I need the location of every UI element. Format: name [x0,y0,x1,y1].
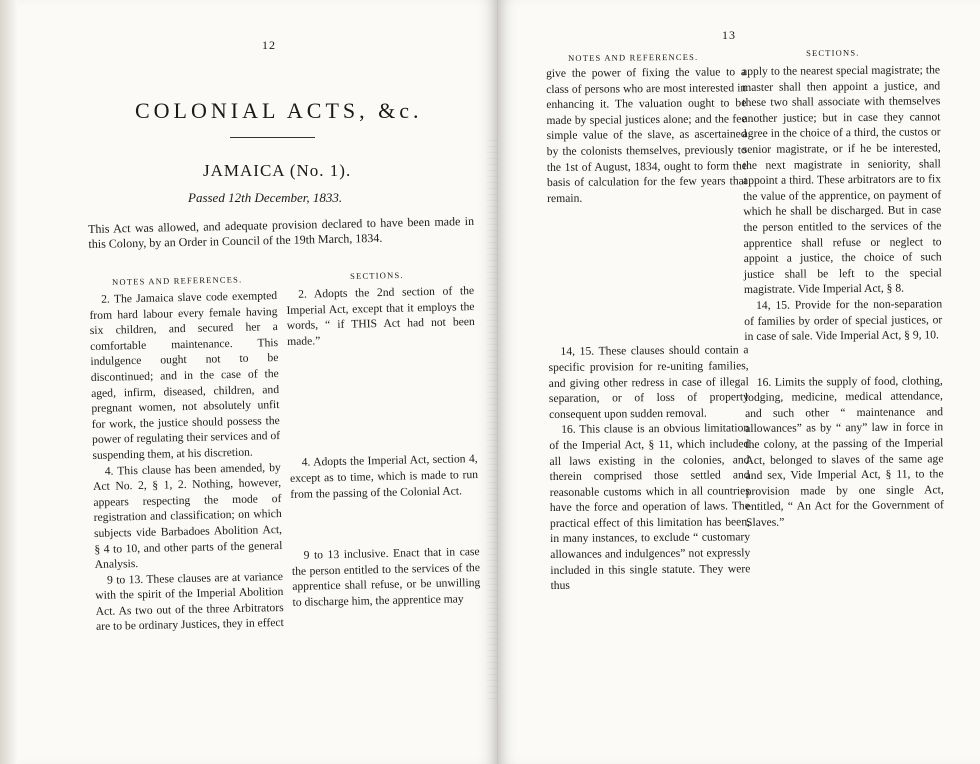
page-number: 13 [722,28,736,42]
note-paragraph: 14, 15. These clauses should contain a specific provision for re-uniting families, and giving other redress in case of illegal separation, or of loss of property consequent upon sudden removal. [548,343,749,421]
sections-column [742,62,944,530]
note-paragraph: 2. The Jamaica slave code exempted from hard labour every female having six children, and secured her a comfortable maintenance. This indulgence ought not to be discontinued; and in the case of the aged, infirm, diseased, children, and pregnant women, not absolutely unfit for work, the justice should possess the power of regulating their services and of suspending them, at his discretion. [89,289,281,462]
section-paragraph: 14, 15. Provide for the non-separation of families by order of special justices, or in case of sale. Vide Imperial Act, § 9, 10. [744,297,943,344]
section-paragraph: apply to the nearest special magistrate; the master shall then appoint a justice, and these two shall associate with themselves another justice; but in case they cannot agree in the choice of a third, the custos or senior magistrate, or if he be interested, the next magistrate in seniority, shall appoint a third. These arbitrators are to fix the value of the apprentice, on payment of which he shall be discharged. But in case the person entitled to the services of the apprentice shall refuse or neglect to appoint a justice, the choice of such justice shall be left to the special magistrate. Vide Imperial Act, § 8. [742,63,942,297]
section-paragraph: 4. Adopts the Imperial Act, section 4, except as to time, which is made to run from the passing of the Colonial Act. [289,452,479,501]
note-paragraph: 4. This clause has been amended, by Act No. 2, § 1, 2. Nothing, however, appears respecting the mode of registration and classification; on which subjects vide Barbadoes Abolition Act, § 4 to 10, and other parts of the general Analysis. [92,460,283,572]
sections-heading: SECTIONS. [350,269,404,281]
title-rule [230,137,315,138]
page-edge [0,0,18,764]
act-date: Passed 12th December, 1833. [188,190,343,205]
page-title: COLONIAL ACTS, &c. [135,98,423,123]
section-paragraph: 16. Limits the supply of food, clothing, lodging, medicine, medical attendance, and such other “ maintenance and allowances” as by “ any” law in force in the colony, at the passing of the Imperial Act, belonged to slaves of the same age and sex, Vide Imperial Act, § 11, to the provision made by one single Act, entitled, “ An Act for the Government of Slaves.” [744,373,944,530]
notes-heading: NOTES AND REFERENCES. [112,274,243,287]
act-subtitle: JAMAICA (No. 1). [203,161,352,180]
sections-heading: SECTIONS. [806,47,860,58]
note-paragraph: 16. This clause is an obvious limitation of the Imperial Act, § 11, which included all laws existing in the colonies, and therein comprised those settled and reasonable customs which in all countries have the force and operation of laws. The practical effect of this limitation has been, in many instances, to exclude “ customary allowances and indulgences” not expressly included in this single statute. They were thus [549,421,751,593]
section-paragraph: 9 to 13 inclusive. Enact that in case the person entitled to the services of the apprentice shall refuse, or be unwilling to discharge him, the apprentice may [291,545,481,609]
page-number: 12 [262,38,276,52]
note-paragraph: 9 to 13. These clauses are at variance with the spirit of the Imperial Abolition Act. As two out of the three Arbitrators are to be ordinary Justices, they in effect [95,569,284,634]
notes-column [89,288,284,635]
section-paragraph: 2. Adopts the 2nd section of the Imperial Act, except that it employs the words, “ if THIS Act had not been made.” [286,284,475,348]
note-paragraph: give the power of fixing the value to a class of persons who are most interested in enhancing it. The valuation ought to be made by special justices alone; and the fee simple value of the slave, as ascertained by the colonists themselves, previously to the 1st of August, 1834, ought to form the basis of calculation for the few years that remain. [546,65,748,205]
notes-column [546,64,751,594]
sections-column [286,283,481,610]
right-page [498,0,980,764]
notes-heading: NOTES AND REFERENCES. [568,51,699,63]
intro-paragraph: This Act was allowed, and adequate provision declared to have been made in this Colony, by an Order in Council of the 19th March, 1834. [88,213,475,251]
